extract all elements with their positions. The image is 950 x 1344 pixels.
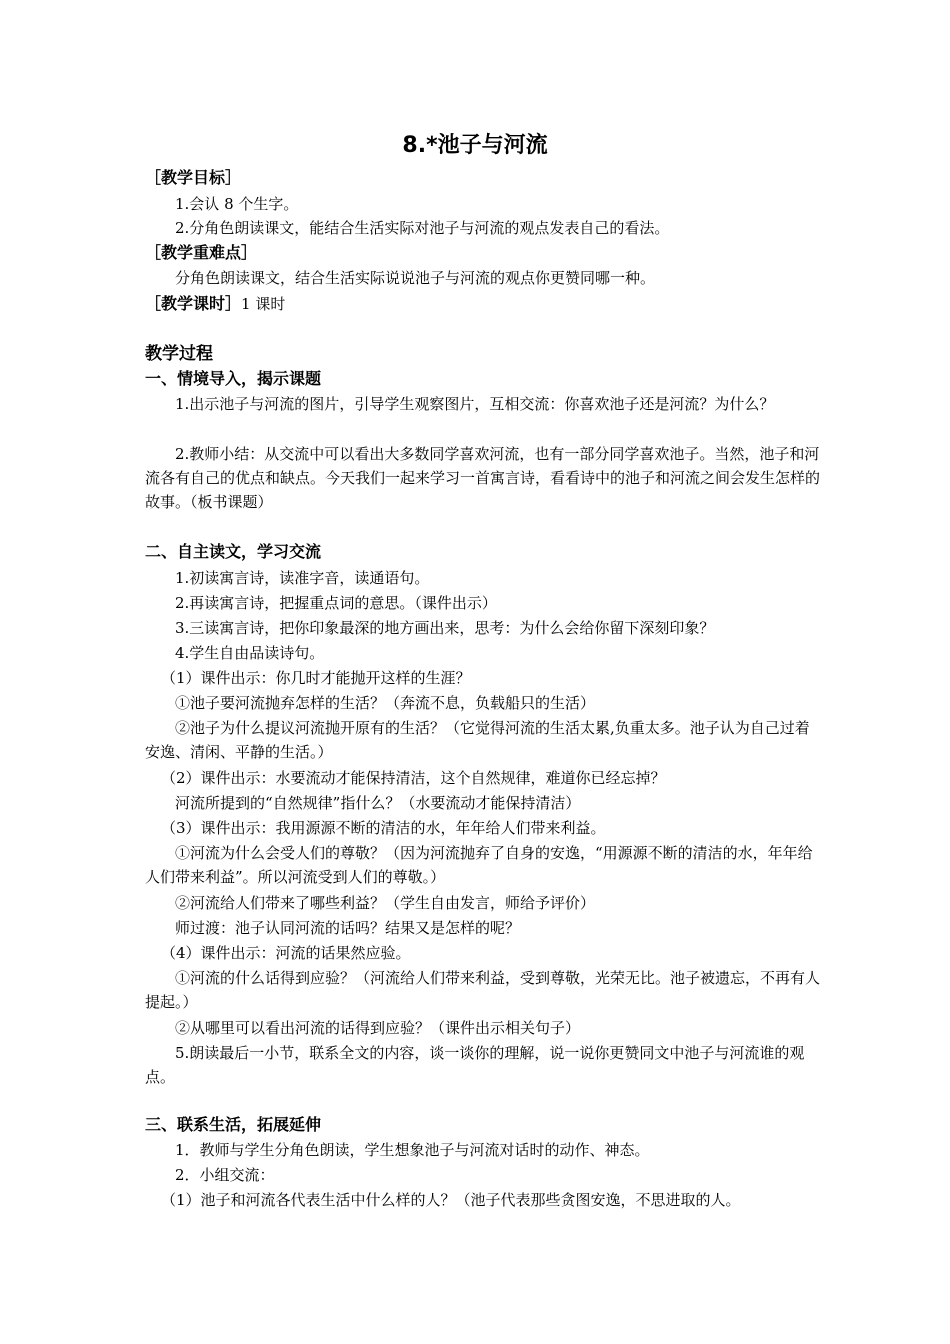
section2-line: 1.初读寓言诗，读准字音，读通语句。 [175, 569, 430, 587]
hours-row [145, 292, 820, 316]
keypoints-text: 分角色朗读课文，结合生活实际说说池子与河流的观点你更赞同哪一种。 [175, 269, 656, 287]
hours-value: 1 课时 [241, 295, 286, 313]
section2-line: ②从哪里可以看出河流的话得到应验？（课件出示相关句子） [175, 1019, 581, 1037]
section2-heading: 二、自主读文，学习交流 [145, 542, 322, 561]
objective-item: 2.分角色朗读课文，能结合生活实际对池子与河流的观点发表自己的看法。 [175, 219, 670, 237]
section3-line: （1）池子和河流各代表生活中什么样的人？（池子代表那些贪图安逸，不思进取的人。 [161, 1191, 741, 1209]
section3-line: 2．小组交流： [175, 1166, 275, 1184]
section2-line: 4.学生自由品读诗句。 [175, 644, 325, 662]
section2-line: 2.再读寓言诗，把握重点词的意思。（课件出示） [175, 594, 497, 612]
page-title: 8.*池子与河流 [402, 133, 548, 158]
keypoints-heading: ［教学重难点］ [145, 243, 258, 262]
section3-heading: 三、联系生活，拓展延伸 [145, 1115, 322, 1134]
section2-line: （4）课件出示：河流的话果然应验。 [161, 944, 411, 962]
section2-paragraph: ①河流的什么话得到应验？（河流给人们带来利益，受到尊敬，光荣无比。池子被遗忘，不再有人提起。） [145, 969, 821, 1011]
section2-line: 河流所提到的“自然规律”指什么？（水要流动才能保持清洁） [175, 794, 581, 812]
section2-line: 3.三读寓言诗，把你印象最深的地方画出来，思考：为什么会给你留下深刻印象？ [175, 619, 715, 637]
section2-line: ②河流给人们带来了哪些利益？（学生自由发言，师给予评价） [175, 894, 596, 912]
section2-paragraph: ①河流为什么会受人们的尊敬？（因为河流抛弃了自身的安逸，“用源源不断的清洁的水，年年给人们带来利益”。所以河流受到人们的尊敬。） [145, 844, 813, 886]
objectives-heading: ［教学目标］ [145, 168, 242, 187]
hours-heading: ［教学课时］ [145, 294, 242, 313]
section3-line: 1．教师与学生分角色朗读，学生想象池子与河流对话时的动作、神态。 [175, 1141, 650, 1159]
section2-paragraph: 5.朗读最后一小节，联系全文的内容，谈一谈你的理解，说一说你更赞同文中池子与河流谁的观点。 [145, 1044, 805, 1086]
section1-paragraph: 2.教师小结：从交流中可以看出大多数同学喜欢河流，也有一部分同学喜欢池子。当然，池子和河流各有自己的优点和缺点。今天我们一起来学习一首寓言诗，看看诗中的池子和河流之间会发生怎样的故事。（板书课题） [145, 445, 821, 511]
section2-line: 师过渡：池子认同河流的话吗？结果又是怎样的呢？ [175, 919, 521, 937]
section2-line: ①池子要河流抛弃怎样的生活？（奔流不息，负载船只的生活） [175, 694, 596, 712]
section1-heading: 一、情境导入，揭示课题 [145, 369, 322, 388]
section1-paragraph: 1.出示池子与河流的图片，引导学生观察图片，互相交流：你喜欢池子还是河流？为什么？ [175, 395, 775, 413]
section2-line: （3）课件出示：我用源源不断的清洁的水，年年给人们带来利益。 [161, 819, 606, 837]
objective-item: 1.会认 8 个生字。 [175, 195, 299, 213]
process-heading: 教学过程 [145, 344, 213, 364]
section2-line: （2）课件出示：水要流动才能保持清洁，这个自然规律，难道你已经忘掉？ [161, 769, 666, 787]
section2-paragraph: ②池子为什么提议河流抛开原有的生活？（它觉得河流的生活太累,负重太多。池子认为自己过着安逸、清闲、平静的生活。） [145, 719, 810, 761]
section2-line: （1）课件出示：你几时才能抛开这样的生涯？ [161, 669, 471, 687]
